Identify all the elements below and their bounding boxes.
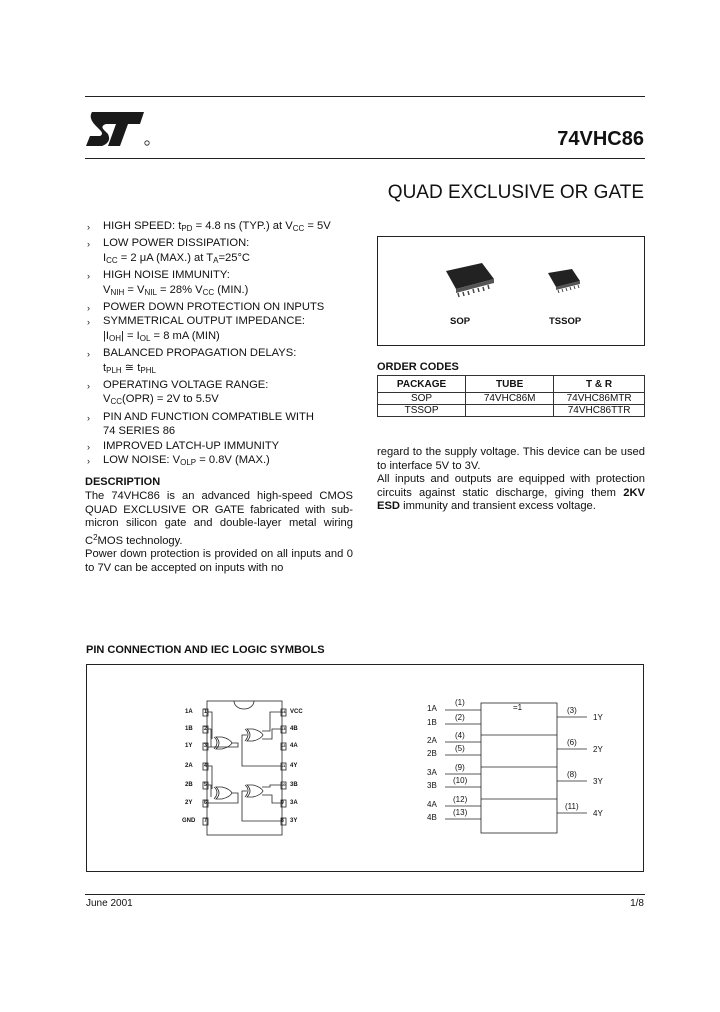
iec-output-num: (3) xyxy=(567,706,577,715)
pin-number-3: 3 xyxy=(204,743,207,749)
table-row xyxy=(378,393,645,405)
iec-input-num: (9) xyxy=(455,763,465,772)
tssop-package-image xyxy=(544,265,586,295)
pin-number-13: 13 xyxy=(281,726,286,731)
feature-list xyxy=(85,219,370,471)
feature-item: › LOW POWER DISSIPATION: $I_{CC} = 2$ μA (MAX.) at $T_A=25^\circ C$ xyxy=(85,236,370,268)
pin-label-3b: 3B xyxy=(290,782,298,788)
iec-input-3a: 3A xyxy=(427,768,437,777)
pin-label-2a: 2A xyxy=(185,763,193,769)
st-logo xyxy=(86,108,152,148)
description-text: The 74VHC86 is an advanced high-speed CMOS QUAD EXCLUSIVE OR GATE fabricated with sub-micron silicon gate and double-layer metal wiring $C^2MOS$ technology. Power down protection is provided on all inputs and 0 to 7V can be accepted on inputs with no xyxy=(85,490,353,574)
table-cell: TSSOP xyxy=(378,405,466,417)
pin-number-9: 9 xyxy=(281,800,284,806)
pin-label-4a: 4A xyxy=(290,743,298,749)
pin-number-14: 14 xyxy=(281,709,286,714)
pin-number-6: 6 xyxy=(204,800,207,806)
column-header: T & R xyxy=(554,376,645,393)
feature-item: › SYMMETRICAL OUTPUT IMPEDANCE: $|I_{OH}| = I_{OL} = 8$ mA (MIN) xyxy=(85,314,370,346)
iec-input-2a: 2A xyxy=(427,736,437,745)
pin-label-vcc: VCC xyxy=(290,709,303,715)
package-images-box xyxy=(377,236,645,346)
iec-output-2y: 2Y xyxy=(593,745,603,754)
table-cell xyxy=(466,405,554,417)
iec-input-num: (12) xyxy=(453,795,468,804)
iec-input-num: (10) xyxy=(453,776,468,785)
pin-label-2b: 2B xyxy=(185,782,193,788)
pin-connection-heading: PIN CONNECTION AND IEC LOGIC SYMBOLS xyxy=(86,644,325,656)
feature-item: › BALANCED PROPAGATION DELAYS: $t_{PLH}$ ≅ $t_{PHL}$ xyxy=(85,346,370,378)
pin-label-4y: 4Y xyxy=(290,763,298,769)
iec-input-3b: 3B xyxy=(427,781,437,790)
pin-number-10: 10 xyxy=(281,782,286,787)
pin-label-3a: 3A xyxy=(290,800,298,806)
column-header: TUBE xyxy=(466,376,554,393)
footer-rule xyxy=(85,894,645,895)
table-row xyxy=(378,405,645,417)
pin-label-1b: 1B xyxy=(185,726,193,732)
feature-item: › LOW NOISE: $V_{OLP} = 0.8V$ (MAX.) xyxy=(85,453,370,470)
pin-label-3y: 3Y xyxy=(290,818,298,824)
description-text-continued: regard to the supply voltage. This device can be used to interface 5V to 3V. All inputs and outputs are equipped with protection circuits against static discharge, giving them 2KV ESD immunity and transient excess voltage. xyxy=(377,446,645,513)
table-cell: 74VHC86MTR xyxy=(554,393,645,405)
iec-output-num: (6) xyxy=(567,738,577,747)
pin-number-5: 5 xyxy=(204,782,207,788)
iec-output-3y: 3Y xyxy=(593,777,603,786)
pin-number-8: 8 xyxy=(281,818,284,824)
feature-item: › OPERATING VOLTAGE RANGE: $V_{CC}(OPR) = 2V$ to 5.5V xyxy=(85,378,370,410)
top-rule xyxy=(85,96,645,97)
pin-label-1a: 1A xyxy=(185,709,193,715)
pin-number-2: 2 xyxy=(204,726,207,732)
part-number: 74VHC86 xyxy=(557,128,644,150)
sop-package-image xyxy=(438,259,500,299)
table-cell: SOP xyxy=(378,393,466,405)
pin-number-4: 4 xyxy=(204,763,207,769)
description-heading: DESCRIPTION xyxy=(85,476,161,488)
header-rule xyxy=(85,158,645,159)
iec-input-2b: 2B xyxy=(427,749,437,758)
iec-input-4a: 4A xyxy=(427,800,437,809)
page-subtitle: QUAD EXCLUSIVE OR GATE xyxy=(387,182,644,203)
table-cell: 74VHC86M xyxy=(466,393,554,405)
order-codes-heading: ORDER CODES xyxy=(377,361,459,373)
pin-label-4b: 4B xyxy=(290,726,298,732)
iec-output-1y: 1Y xyxy=(593,713,603,722)
pin-number-1: 1 xyxy=(204,709,207,715)
iec-input-num: (13) xyxy=(453,808,468,817)
pin-number-7: 7 xyxy=(204,818,207,824)
feature-item: › IMPROVED LATCH-UP IMMUNITY xyxy=(85,439,370,453)
table-header-row xyxy=(378,376,645,393)
iec-input-num: (4) xyxy=(455,731,465,740)
order-codes-table xyxy=(377,375,645,417)
iec-input-num: (5) xyxy=(455,744,465,753)
pin-label-1y: 1Y xyxy=(185,743,193,749)
iec-logic-symbol xyxy=(427,695,617,835)
tssop-label: TSSOP xyxy=(549,316,582,327)
sop-label: SOP xyxy=(450,316,471,327)
pin-label-2y: 2Y xyxy=(185,800,193,806)
feature-item: › PIN AND FUNCTION COMPATIBLE WITH 74 SERIES 86 xyxy=(85,410,370,439)
iec-input-1b: 1B xyxy=(427,718,437,727)
feature-item: › HIGH SPEED: $t_{PD} = 4.8$ ns (TYP.) at $V_{CC} = 5V$ xyxy=(85,219,370,236)
dip-pin-diagram xyxy=(182,699,312,839)
pin-number-12: 12 xyxy=(281,743,286,748)
feature-item: › HIGH NOISE IMMUNITY: $V_{NIH} = V_{NIL} = 28\%$ $V_{CC}$ (MIN.) xyxy=(85,268,370,300)
feature-item: › POWER DOWN PROTECTION ON INPUTS xyxy=(85,300,370,314)
iec-input-1a: 1A xyxy=(427,704,437,713)
pin-connection-box xyxy=(86,664,644,872)
iec-input-4b: 4B xyxy=(427,813,437,822)
iec-output-num: (8) xyxy=(567,770,577,779)
table-cell: 74VHC86TTR xyxy=(554,405,645,417)
pin-number-11: 11 xyxy=(281,763,286,768)
footer-page-number: 1/8 xyxy=(630,898,644,909)
iec-output-num: (11) xyxy=(565,802,579,811)
iec-input-num: (1) xyxy=(455,698,465,707)
column-header: PACKAGE xyxy=(378,376,466,393)
footer-date: June 2001 xyxy=(86,898,133,909)
iec-input-num: (2) xyxy=(455,713,465,722)
iec-xor-symbol: =1 xyxy=(513,703,523,712)
iec-output-4y: 4Y xyxy=(593,809,603,818)
pin-label-gnd: GND xyxy=(182,818,196,824)
